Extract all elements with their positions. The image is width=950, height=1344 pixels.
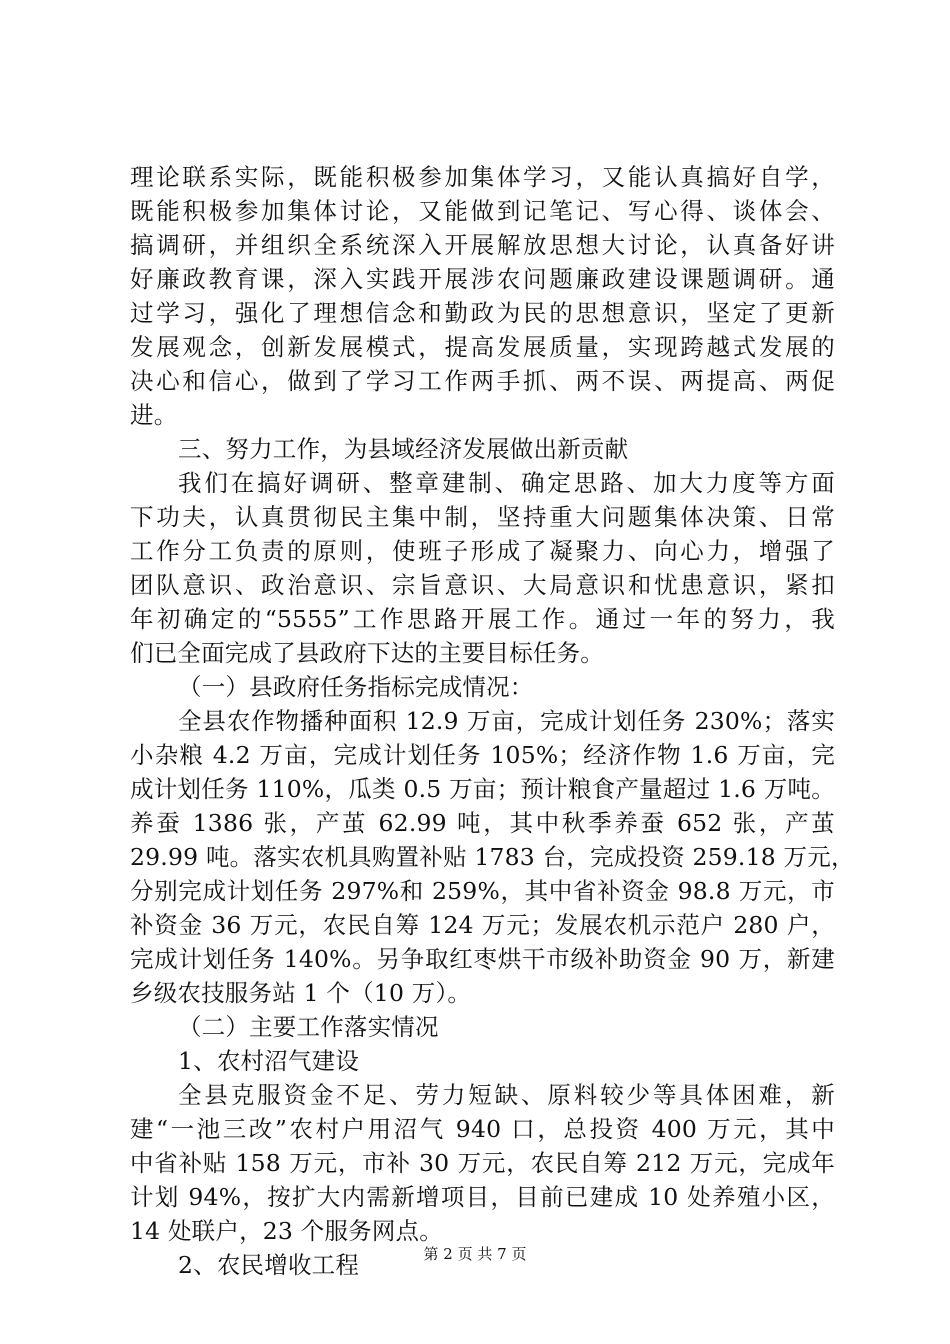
text-line: 补资金 36 万元，农民自筹 124 万元；发展农机示范户 280 户， (130, 911, 835, 939)
item-heading: 2、农民增收工程 (178, 1251, 360, 1279)
text-line: 乡级农技服务站 1 个（10 万）。 (130, 979, 472, 1007)
text-line: 理论联系实际，既能积极参加集体学习，又能认真搞好自学， (130, 163, 835, 191)
text-line: 工作分工负责的原则，使班子形成了凝聚力、向心力，增强了 (130, 537, 835, 565)
text-line: 决心和信心，做到了学习工作两手抓、两不误、两提高、两促 (130, 367, 835, 395)
text-line: 分别完成计划任务 297%和 259%，其中省补资金 98.8 万元，市 (130, 877, 835, 905)
item-heading: 1、农村沼气建设 (178, 1047, 360, 1075)
section-heading: 三、努力工作，为县域经济发展做出新贡献 (178, 435, 629, 463)
text-line: 成计划任务 110%，瓜类 0.5 万亩；预计粮食产量超过 1.6 万吨。 (130, 775, 835, 803)
text-line: 计划 94%，按扩大内需新增项目，目前已建成 10 处养殖小区， (130, 1183, 835, 1211)
subsection-heading: （一）县政府任务指标完成情况： (178, 673, 534, 701)
text-line: 中省补贴 158 万元，市补 30 万元，农民自筹 212 万元，完成年 (130, 1149, 835, 1177)
text-line: 29.99 吨。落实农机具购置补贴 1783 台，完成投资 259.18 万元， (130, 843, 855, 871)
subsection-heading: （二）主要工作落实情况 (178, 1013, 439, 1041)
text-line: 14 处联户，23 个服务网点。 (130, 1217, 443, 1245)
text-line: 小杂粮 4.2 万亩，完成计划任务 105%；经济作物 1.6 万亩，完 (130, 741, 835, 769)
text-line: 过学习，强化了理想信念和勤政为民的思想意识，坚定了更新 (130, 299, 835, 327)
text-line: 进。 (130, 401, 178, 429)
text-line: 发展观念，创新发展模式，提高发展质量，实现跨越式发展的 (130, 333, 835, 361)
text-line: 全县农作物播种面积 12.9 万亩，完成计划任务 230%；落实 (178, 707, 835, 735)
text-line: 既能积极参加集体讨论，又能做到记笔记、写心得、谈体会、 (130, 197, 835, 225)
text-line: 养蚕 1386 张，产茧 62.99 吨，其中秋季养蚕 652 张，产茧 (130, 809, 835, 837)
text-line: 完成计划任务 140%。另争取红枣烘干市级补助资金 90 万，新建 (130, 945, 835, 973)
text-line: 建“一池三改”农村户用沼气 940 口，总投资 400 万元，其中 (130, 1115, 835, 1143)
document-body (130, 160, 855, 1282)
text-line: 团队意识、政治意识、宗旨意识、大局意识和忧患意识，紧扣 (130, 571, 835, 599)
text-line: 们已全面完成了县政府下达的主要目标任务。 (130, 639, 604, 667)
text-line: 下功夫，认真贯彻民主集中制，坚持重大问题集体决策、日常 (130, 503, 835, 531)
text-line: 年初确定的“5555”工作思路开展工作。通过一年的努力，我 (130, 605, 835, 633)
page-number-footer: 第 2 页 共 7 页 (423, 1245, 527, 1263)
text-line: 搞调研，并组织全系统深入开展解放思想大讨论，认真备好讲 (130, 231, 835, 259)
text-line: 我们在搞好调研、整章建制、确定思路、加大力度等方面 (178, 469, 835, 497)
text-line: 全县克服资金不足、劳力短缺、原料较少等具体困难，新 (178, 1081, 835, 1109)
text-line: 好廉政教育课，深入实践开展涉农问题廉政建设课题调研。通 (130, 265, 835, 293)
